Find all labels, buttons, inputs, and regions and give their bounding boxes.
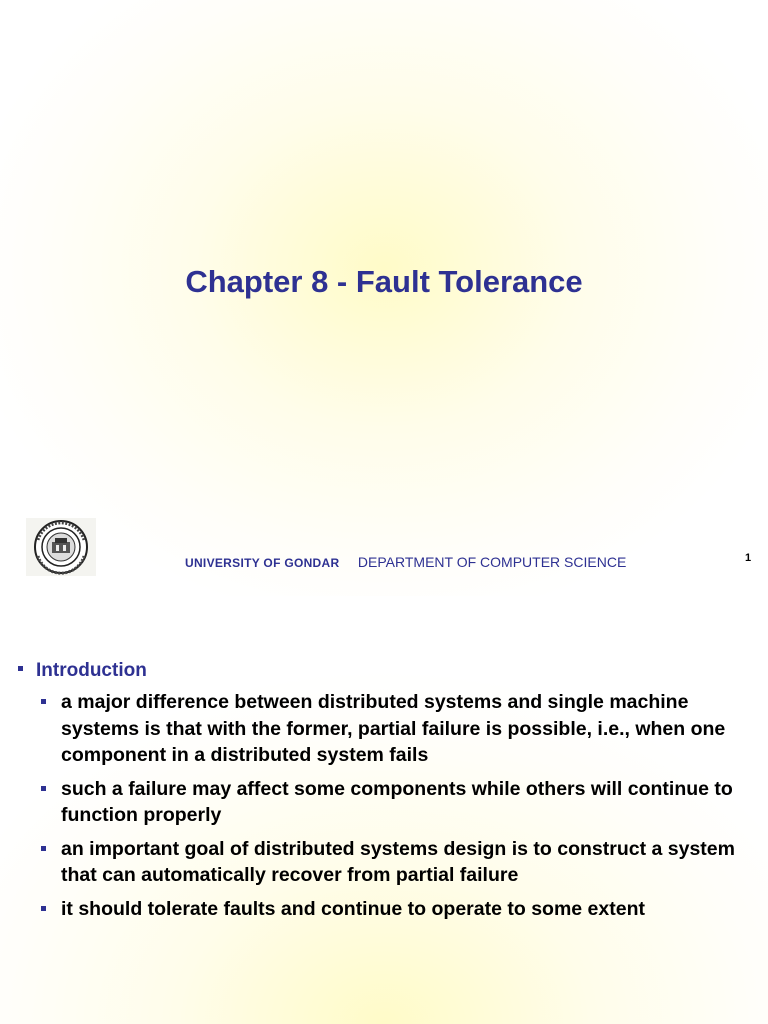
bullet-list bbox=[36, 689, 750, 929]
slide-footer bbox=[185, 554, 626, 572]
slide-number: 1 bbox=[745, 552, 752, 564]
footer-university: UNIVERSITY OF GONDAR bbox=[185, 556, 340, 570]
slide-title: Chapter 8 - Fault Tolerance bbox=[185, 264, 583, 299]
list-item-text: a major difference between distributed systems and single machine systems is that with the former, partial failure is possible, i.e., when one component in a distributed system fails bbox=[61, 691, 726, 766]
list-item-text: it should tolerate faults and continue to operate to some extent bbox=[61, 897, 645, 920]
list-item-text: an important goal of distributed systems design is to construct a system that can automatically recover from partial failure bbox=[61, 837, 735, 886]
university-seal-icon bbox=[26, 518, 96, 576]
bullet-square-icon bbox=[41, 699, 46, 704]
list-item bbox=[36, 776, 750, 829]
bullet-square-icon bbox=[41, 846, 46, 851]
bullet-square-icon bbox=[18, 666, 23, 671]
list-item bbox=[36, 896, 750, 923]
footer-department: DEPARTMENT OF COMPUTER SCIENCE bbox=[357, 554, 627, 570]
bullet-square-icon bbox=[41, 906, 46, 911]
list-item bbox=[36, 689, 750, 769]
list-item bbox=[36, 836, 750, 889]
slide-2 bbox=[0, 608, 768, 1024]
list-item-text: such a failure may affect some components while others will continue to function properly bbox=[61, 777, 733, 826]
section-heading-text: Introduction bbox=[36, 660, 147, 681]
bullet-square-icon bbox=[41, 786, 46, 791]
section-heading bbox=[18, 660, 147, 682]
